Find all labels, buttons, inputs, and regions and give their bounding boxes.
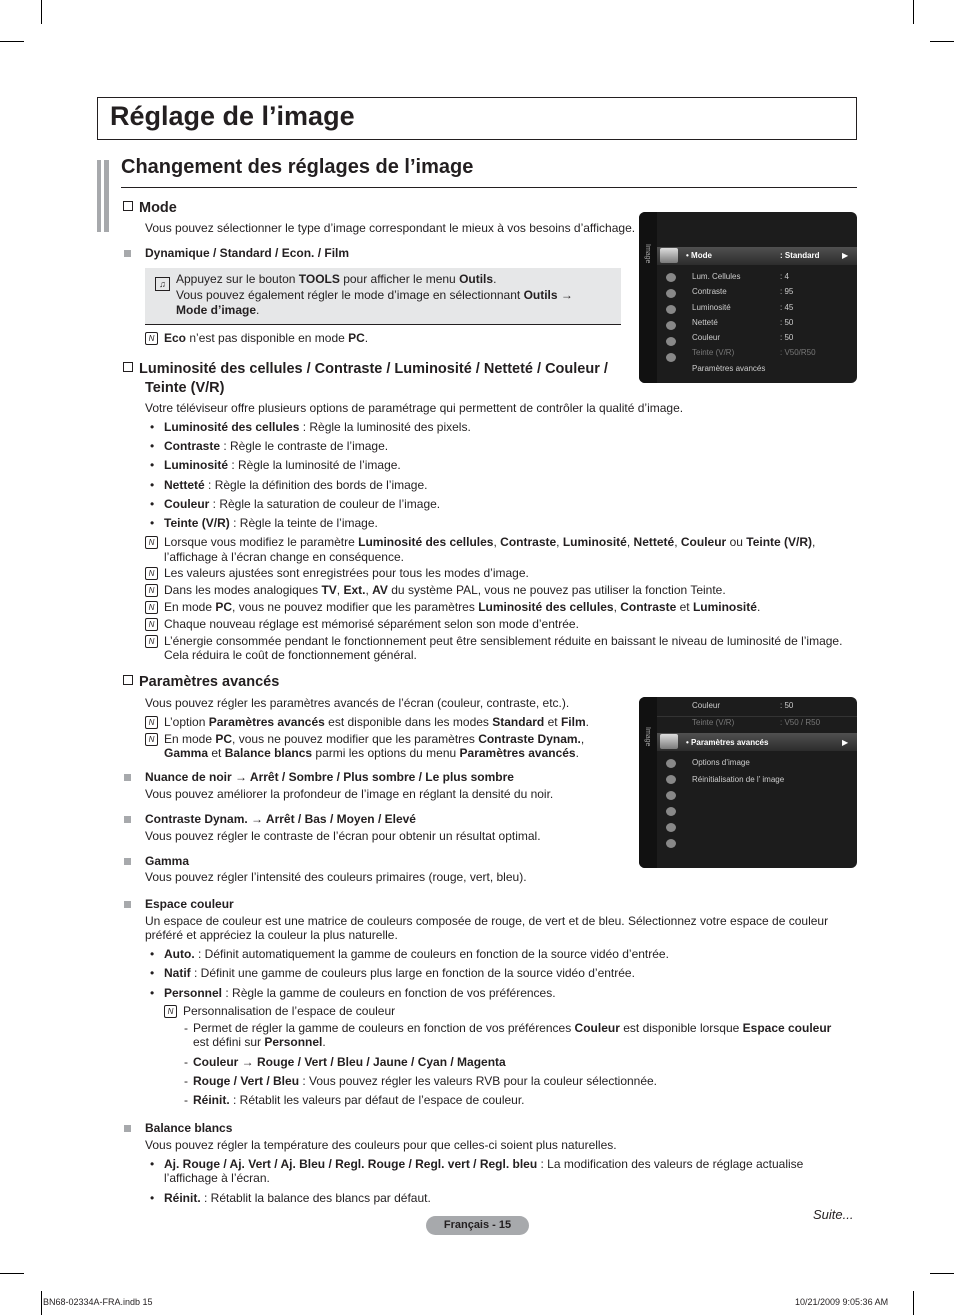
mode-note: Eco n’est pas disponible en mode PC. bbox=[164, 331, 369, 345]
list-item: Auto. : Définit automatiquement la gamme de couleurs en fonction de la source vidéo d’entrée. bbox=[164, 947, 669, 961]
gamma-text: Vous pouvez régler l’intensité des couleurs primaires (rouge, vert, bleu). bbox=[145, 870, 527, 884]
bullet-icon: • bbox=[150, 497, 155, 511]
crop-mark bbox=[41, 0, 42, 24]
osd-side-label: Image bbox=[644, 727, 651, 747]
page-title: Réglage de l’image bbox=[110, 101, 355, 131]
section-rule bbox=[121, 187, 857, 188]
note-icon: N bbox=[164, 1005, 177, 1018]
bullet-icon: • bbox=[150, 439, 155, 453]
square-bullet-icon bbox=[124, 250, 131, 257]
mode-options: Dynamique / Standard / Econ. / Film bbox=[145, 246, 350, 260]
dash: - bbox=[184, 1093, 188, 1107]
adv-intro: Vous pouvez régler les paramètres avancés de l’écran (couleur, contraste, etc.). bbox=[145, 696, 570, 710]
adv-note-1: L’option Paramètres avancés est disponible dans les modes Standard et Film. bbox=[164, 715, 589, 729]
bullet-icon: • bbox=[150, 986, 155, 1000]
osd-row-advanced: • Paramètres avancés bbox=[686, 738, 769, 747]
list-item: Netteté : Règle la définition des bords de l’image. bbox=[164, 478, 428, 492]
application-icon bbox=[666, 337, 676, 346]
ec-dash-3: Rouge / Vert / Bleu : Vous pouvez régler les valeurs RVB pour la couleur sélectionnée. bbox=[193, 1074, 658, 1088]
black-heading: Nuance de noir → Arrêt / Sombre / Plus sombre / Le plus sombre bbox=[145, 770, 514, 784]
wb-text: Vous pouvez régler la température des couleurs pour que celles-ci soient plus naturelles. bbox=[145, 1138, 617, 1152]
picture-icon bbox=[660, 734, 678, 749]
lum-note-2: Les valeurs ajustées sont enregistrées pour tous les modes d’image. bbox=[164, 566, 529, 580]
osd-side bbox=[639, 697, 657, 868]
osd-row-label: Teinte (V/R) bbox=[692, 718, 735, 727]
tools-line-3: Mode d’image. bbox=[176, 303, 260, 317]
list-item: Personnel : Règle la gamme de couleurs en fonction de vos préférences. bbox=[164, 986, 556, 1000]
dash: - bbox=[184, 1074, 188, 1088]
osd-row-label: Paramètres avancés bbox=[692, 364, 766, 373]
list-item: Couleur : Règle la saturation de couleur de l’image. bbox=[164, 497, 441, 511]
crop-mark bbox=[930, 41, 954, 42]
page-title-box bbox=[97, 97, 857, 140]
print-date: 10/21/2009 9:05:36 AM bbox=[795, 1297, 889, 1307]
adv-heading: Paramètres avancés bbox=[123, 673, 279, 692]
osd-row-label: Couleur bbox=[692, 333, 721, 342]
cd-heading: Contraste Dynam. → Arrêt / Bas / Moyen / Elevé bbox=[145, 812, 416, 826]
osd-value: : 4 bbox=[780, 272, 789, 281]
bullet-icon: • bbox=[150, 478, 155, 492]
ec-text-2: préféré et appréciez la couleur la plus naturelle. bbox=[145, 928, 398, 942]
checkbox-icon bbox=[123, 201, 133, 211]
tools-line-1: Appuyez sur le bouton TOOLS pour afficher le menu Outils. bbox=[176, 272, 497, 286]
osd-row-label: Luminosité bbox=[692, 303, 731, 312]
list-item: Teinte (V/R) : Règle la teinte de l’image. bbox=[164, 516, 378, 530]
osd-value: : Standard bbox=[780, 251, 820, 260]
bullet-icon: • bbox=[150, 966, 155, 980]
square-bullet-icon bbox=[124, 858, 131, 865]
wb-heading: Balance blancs bbox=[145, 1121, 233, 1135]
bullet-icon: • bbox=[150, 1191, 155, 1205]
note-icon: N bbox=[145, 618, 158, 631]
square-bullet-icon bbox=[124, 1125, 131, 1132]
osd-side bbox=[639, 212, 657, 383]
file-name: BN68-02334A-FRA.indb 15 bbox=[43, 1297, 153, 1307]
input-icon bbox=[666, 321, 676, 330]
section-title: Changement des réglages de l’image bbox=[121, 156, 474, 178]
osd-row-label: Couleur bbox=[692, 701, 721, 710]
ec-text-1: Un espace de couleur est une matrice de couleurs composée de rouge, de vert et de bleu. Sélectionnez votre espace de couleur bbox=[145, 914, 829, 928]
tools-line-2: Vous pouvez également régler le mode d’image en sélectionnant Outils → bbox=[176, 288, 573, 302]
black-text: Vous pouvez améliorer la profondeur de l’image en réglant la densité du noir. bbox=[145, 787, 554, 801]
osd-value: : 50 bbox=[780, 318, 794, 327]
crop-mark bbox=[930, 1273, 954, 1274]
setup-icon bbox=[666, 791, 676, 800]
page-number-badge: Français - 15 bbox=[426, 1216, 529, 1235]
picture-icon bbox=[660, 248, 678, 263]
list-item: Réinit. : Rétablit la balance des blancs par défaut. bbox=[164, 1191, 431, 1205]
lum-intro: Votre téléviseur offre plusieurs options de paramétrage qui permettent de contrôler la qualité d’image. bbox=[145, 401, 684, 415]
bullet-icon: • bbox=[150, 458, 155, 472]
lum-note-5: Chaque nouveau réglage est mémorisé séparément selon son mode d’entrée. bbox=[164, 617, 579, 631]
bullet-icon: • bbox=[150, 947, 155, 961]
crop-mark bbox=[0, 1273, 24, 1274]
osd-row-label: Netteté bbox=[692, 318, 718, 327]
sound-icon bbox=[666, 273, 676, 282]
lum-note-6b: Cela réduira le coût de fonctionnement général. bbox=[164, 648, 417, 662]
square-bullet-icon bbox=[124, 774, 131, 781]
note-icon: N bbox=[145, 601, 158, 614]
arrow-right-icon: ▶ bbox=[842, 251, 849, 260]
osd-row-label: Lum. Cellules bbox=[692, 272, 741, 281]
gamma-heading: Gamma bbox=[145, 854, 190, 868]
ec-dash-1b: est défini sur Personnel. bbox=[193, 1035, 326, 1049]
tools-icon: ♫ bbox=[155, 277, 170, 291]
crop-mark bbox=[913, 1291, 914, 1315]
list-item-cont: l’affichage à l’écran. bbox=[164, 1171, 270, 1185]
cd-text: Vous pouvez régler le contraste de l’écran pour obtenir un résultat optimal. bbox=[145, 829, 541, 843]
section-bar bbox=[104, 160, 109, 232]
osd-divider bbox=[657, 716, 857, 717]
osd-row-label: Teinte (V/R) bbox=[692, 348, 735, 357]
bullet-icon: • bbox=[150, 516, 155, 530]
input-icon bbox=[666, 807, 676, 816]
lum-note-1: Lorsque vous modifiez le paramètre Luminosité des cellules, Contraste, Luminosité, Netteté, Couleur ou Teinte (V/R), bbox=[164, 535, 816, 549]
crop-mark bbox=[913, 0, 914, 24]
osd-row-label: Options d’image bbox=[692, 758, 750, 767]
osd-row-label: Contraste bbox=[692, 287, 727, 296]
list-item: Aj. Rouge / Aj. Vert / Aj. Bleu / Regl. Rouge / Regl. vert / Regl. bleu : La modification des valeurs de réglage actualise bbox=[164, 1157, 804, 1171]
bullet-icon: • bbox=[150, 420, 155, 434]
channel-icon bbox=[666, 775, 676, 784]
mode-intro: Vous pouvez sélectionner le type d’image correspondant le mieux à vos besoins d’affichage. bbox=[145, 221, 636, 235]
ec-dash-4: Réinit. : Rétablit les valeurs par défaut de l’espace de couleur. bbox=[193, 1093, 525, 1107]
support-icon bbox=[666, 353, 676, 362]
lum-heading-2: Teinte (V/R) bbox=[145, 380, 225, 396]
note-icon: N bbox=[145, 567, 158, 580]
osd-value: : 50 bbox=[780, 701, 794, 710]
adv-note-2b: Gamma et Balance blancs parmi les options du menu Paramètres avancés. bbox=[164, 746, 579, 760]
section-bar bbox=[97, 160, 101, 232]
ec-note: Personnalisation de l’espace de couleur bbox=[183, 1004, 396, 1018]
lum-note-4: En mode PC, vous ne pouvez modifier que les paramètres Luminosité des cellules, Contraste et Luminosité. bbox=[164, 600, 761, 614]
square-bullet-icon bbox=[124, 901, 131, 908]
arrow-right-icon: ▶ bbox=[842, 738, 849, 747]
note-icon: N bbox=[145, 716, 158, 729]
square-bullet-icon bbox=[124, 816, 131, 823]
checkbox-icon bbox=[123, 675, 133, 685]
list-item: Natif : Définit une gamme de couleurs plus large en fonction de la source vidéo d’entrée. bbox=[164, 966, 635, 980]
lum-heading: Luminosité des cellules / Contraste / Luminosité / Netteté / Couleur / bbox=[123, 360, 608, 379]
crop-mark bbox=[41, 1291, 42, 1315]
ec-dash-1: Permet de régler la gamme de couleurs en fonction de vos préférences Couleur est disponible lorsque Espace couleur bbox=[193, 1021, 832, 1035]
list-item: Luminosité des cellules : Règle la luminosité des pixels. bbox=[164, 420, 471, 434]
lum-note-1b: l’affichage à l’écran change en conséquence. bbox=[164, 550, 404, 564]
ec-dash-2: Couleur → Rouge / Vert / Bleu / Jaune / Cyan / Magenta bbox=[193, 1055, 506, 1069]
ec-heading: Espace couleur bbox=[145, 897, 234, 911]
osd-value: : 95 bbox=[780, 287, 794, 296]
osd-value: : V50 / R50 bbox=[780, 718, 821, 727]
checkbox-icon bbox=[123, 362, 133, 372]
osd-value: : V50/R50 bbox=[780, 348, 816, 357]
setup-icon bbox=[666, 305, 676, 314]
dash: - bbox=[184, 1021, 188, 1035]
list-item: Contraste : Règle le contraste de l’image. bbox=[164, 439, 389, 453]
lum-note-6: L’énergie consommée pendant le fonctionnement peut être sensiblement réduite en baissant le niveau de luminosité de l’image. bbox=[164, 634, 843, 648]
osd-side-label: Image bbox=[644, 244, 651, 264]
bullet-icon: • bbox=[150, 1157, 155, 1171]
suite-link: Suite... bbox=[813, 1207, 854, 1222]
note-icon: N bbox=[145, 536, 158, 549]
adv-note-2: En mode PC, vous ne pouvez modifier que les paramètres Contraste Dynam., bbox=[164, 732, 585, 746]
osd-menu-image bbox=[639, 212, 857, 383]
osd-menu-advanced bbox=[639, 697, 857, 868]
tools-box bbox=[145, 268, 621, 325]
lum-note-3: Dans les modes analogiques TV, Ext., AV du système PAL, vous ne pouvez pas utiliser la fonction Teinte. bbox=[164, 583, 726, 597]
osd-value: : 50 bbox=[780, 333, 794, 342]
list-item: Luminosité : Règle la luminosité de l’image. bbox=[164, 458, 401, 472]
sound-icon bbox=[666, 759, 676, 768]
application-icon bbox=[666, 823, 676, 832]
osd-row-mode: • Mode bbox=[686, 251, 712, 260]
note-icon: N bbox=[145, 332, 158, 345]
note-icon: N bbox=[145, 584, 158, 597]
channel-icon bbox=[666, 289, 676, 298]
mode-heading: Mode bbox=[123, 199, 177, 218]
dash: - bbox=[184, 1055, 188, 1069]
note-icon: N bbox=[145, 635, 158, 648]
osd-row-label: Réinitialisation de l’ image bbox=[692, 775, 785, 784]
crop-mark bbox=[0, 41, 24, 42]
support-icon bbox=[666, 839, 676, 848]
osd-value: : 45 bbox=[780, 303, 794, 312]
note-icon: N bbox=[145, 733, 158, 746]
